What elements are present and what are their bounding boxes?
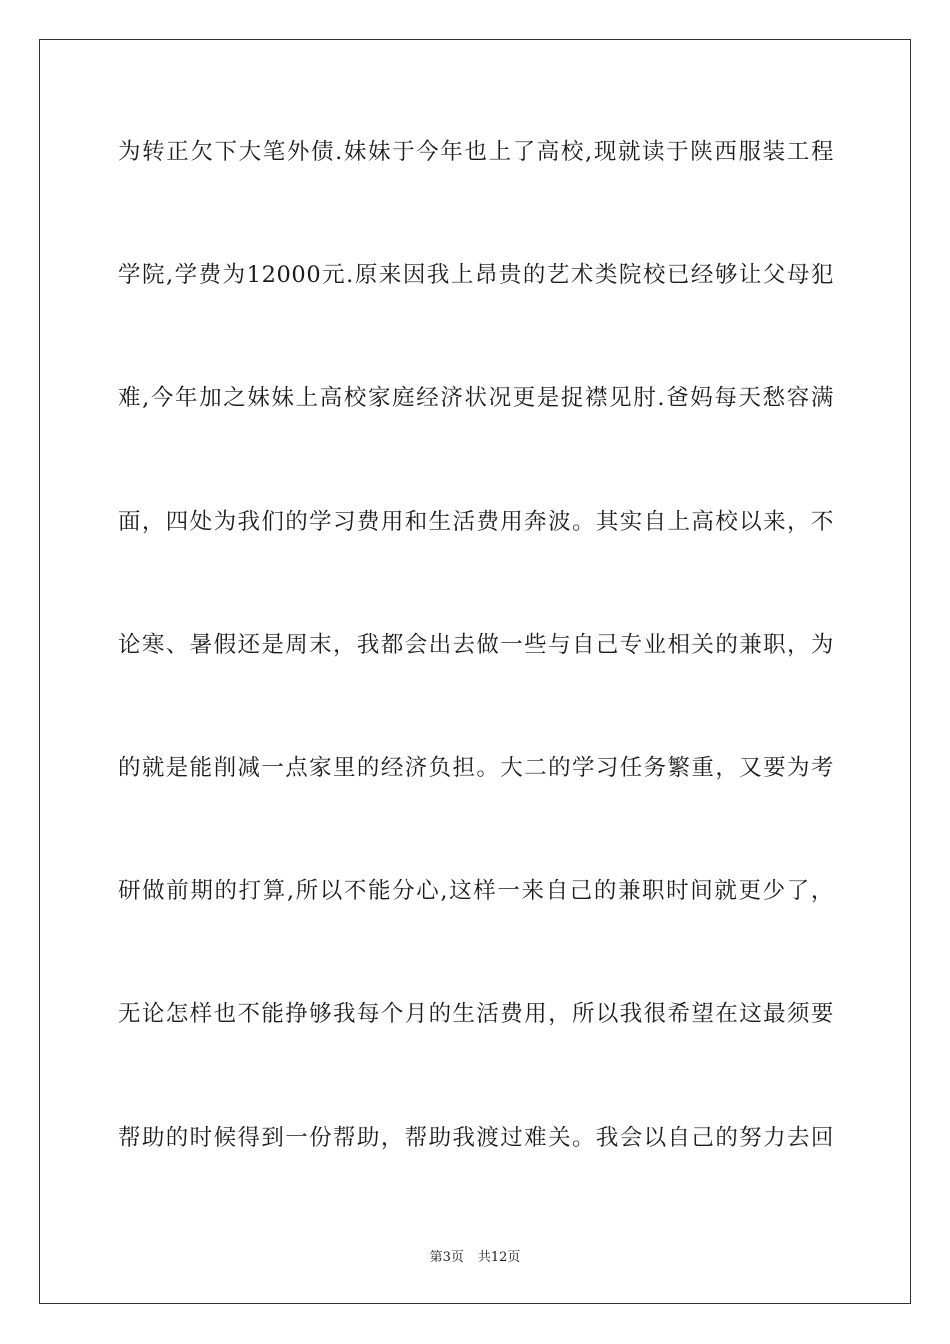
text-line: 难,今年加之妹妹上高校家庭经济状况更是捉襟见肘.爸妈每天愁容满 [118, 385, 834, 412]
text-line: 论寒、暑假还是周末，我都会出去做一些与自己专业相关的兼职，为 [118, 631, 834, 658]
text-line: 的就是能削减一点家里的经济负担。大二的学习任务繁重，又要为考 [118, 754, 834, 781]
text-line: 学院,学费为12000元.原来因我上昂贵的艺术类院校已经够让父母犯 [118, 262, 834, 289]
page-number: 第3页 [429, 1250, 464, 1265]
text-line: 无论怎样也不能挣够我每个月的生活费用，所以我很希望在这最须要 [118, 1001, 834, 1028]
text-line: 面，四处为我们的学习费用和生活费用奔波。其实自上高校以来，不 [118, 508, 834, 535]
total-pages: 共12页 [477, 1250, 521, 1265]
text-line: 为转正欠下大笔外债.妹妹于今年也上了高校,现就读于陕西服装工程 [118, 139, 834, 165]
document-body [118, 124, 834, 1233]
text-line: 研做前期的打算,所以不能分心,这样一来自己的兼职时间就更少了， [118, 878, 834, 905]
page-footer [0, 1246, 950, 1265]
text-line: 帮助的时候得到一份帮助，帮助我渡过难关。我会以自己的努力去回 [118, 1124, 834, 1151]
